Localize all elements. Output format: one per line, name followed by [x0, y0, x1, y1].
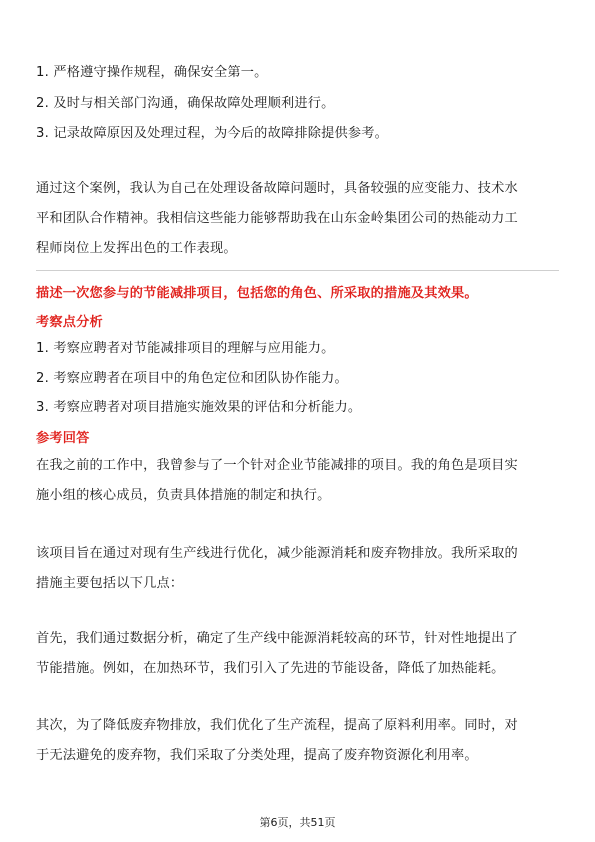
- question-heading: 描述一次您参与的节能减排项目，包括您的角色、所采取的措施及其效果。: [36, 286, 478, 301]
- answer-line: 于无法避免的废弃物，我们采取了分类处理，提高了废弃物资源化利用率。: [36, 748, 478, 763]
- list-item: 1. 严格遵守操作规程，确保安全第一。: [36, 65, 268, 80]
- answer-line: 措施主要包括以下几点：: [36, 576, 184, 591]
- analysis-item: 3. 考察应聘者对项目措施实施效果的评估和分析能力。: [36, 400, 362, 415]
- list-item: 2. 及时与相关部门沟通，确保故障处理顺利进行。: [36, 96, 335, 111]
- analysis-heading: 考察点分析: [36, 315, 103, 330]
- answer-line: 首先，我们通过数据分析，确定了生产线中能源消耗较高的环节，针对性地提出了: [36, 631, 518, 646]
- answer-line: 该项目旨在通过对现有生产线进行优化，减少能源消耗和废弃物排放。我所采取的: [36, 546, 518, 561]
- section-divider: [36, 270, 559, 271]
- answer-line: 节能措施。例如，在加热环节，我们引入了先进的节能设备，降低了加热能耗。: [36, 661, 505, 676]
- answer-line: 在我之前的工作中，我曾参与了一个针对企业节能减排的项目。我的角色是项目实: [36, 458, 518, 473]
- answer-line: 其次，为了降低废弃物排放，我们优化了生产流程，提高了原料利用率。同时，对: [36, 718, 518, 733]
- answer-heading: 参考回答: [36, 431, 90, 446]
- summary-line: 程师岗位上发挥出色的工作表现。: [36, 241, 237, 256]
- page-number: 第6页，共51页: [259, 816, 336, 829]
- answer-line: 施小组的核心成员，负责具体措施的制定和执行。: [36, 488, 331, 503]
- list-item: 3. 记录故障原因及处理过程，为今后的故障排除提供参考。: [36, 126, 389, 141]
- document-page: [36, 0, 559, 842]
- summary-line: 通过这个案例，我认为自己在处理设备故障问题时，具备较强的应变能力、技术水: [36, 181, 518, 196]
- summary-line: 平和团队合作精神。我相信这些能力能够帮助我在山东金岭集团公司的热能动力工: [36, 211, 518, 226]
- analysis-item: 1. 考察应聘者对节能减排项目的理解与应用能力。: [36, 341, 335, 356]
- analysis-item: 2. 考察应聘者在项目中的角色定位和团队协作能力。: [36, 371, 348, 386]
